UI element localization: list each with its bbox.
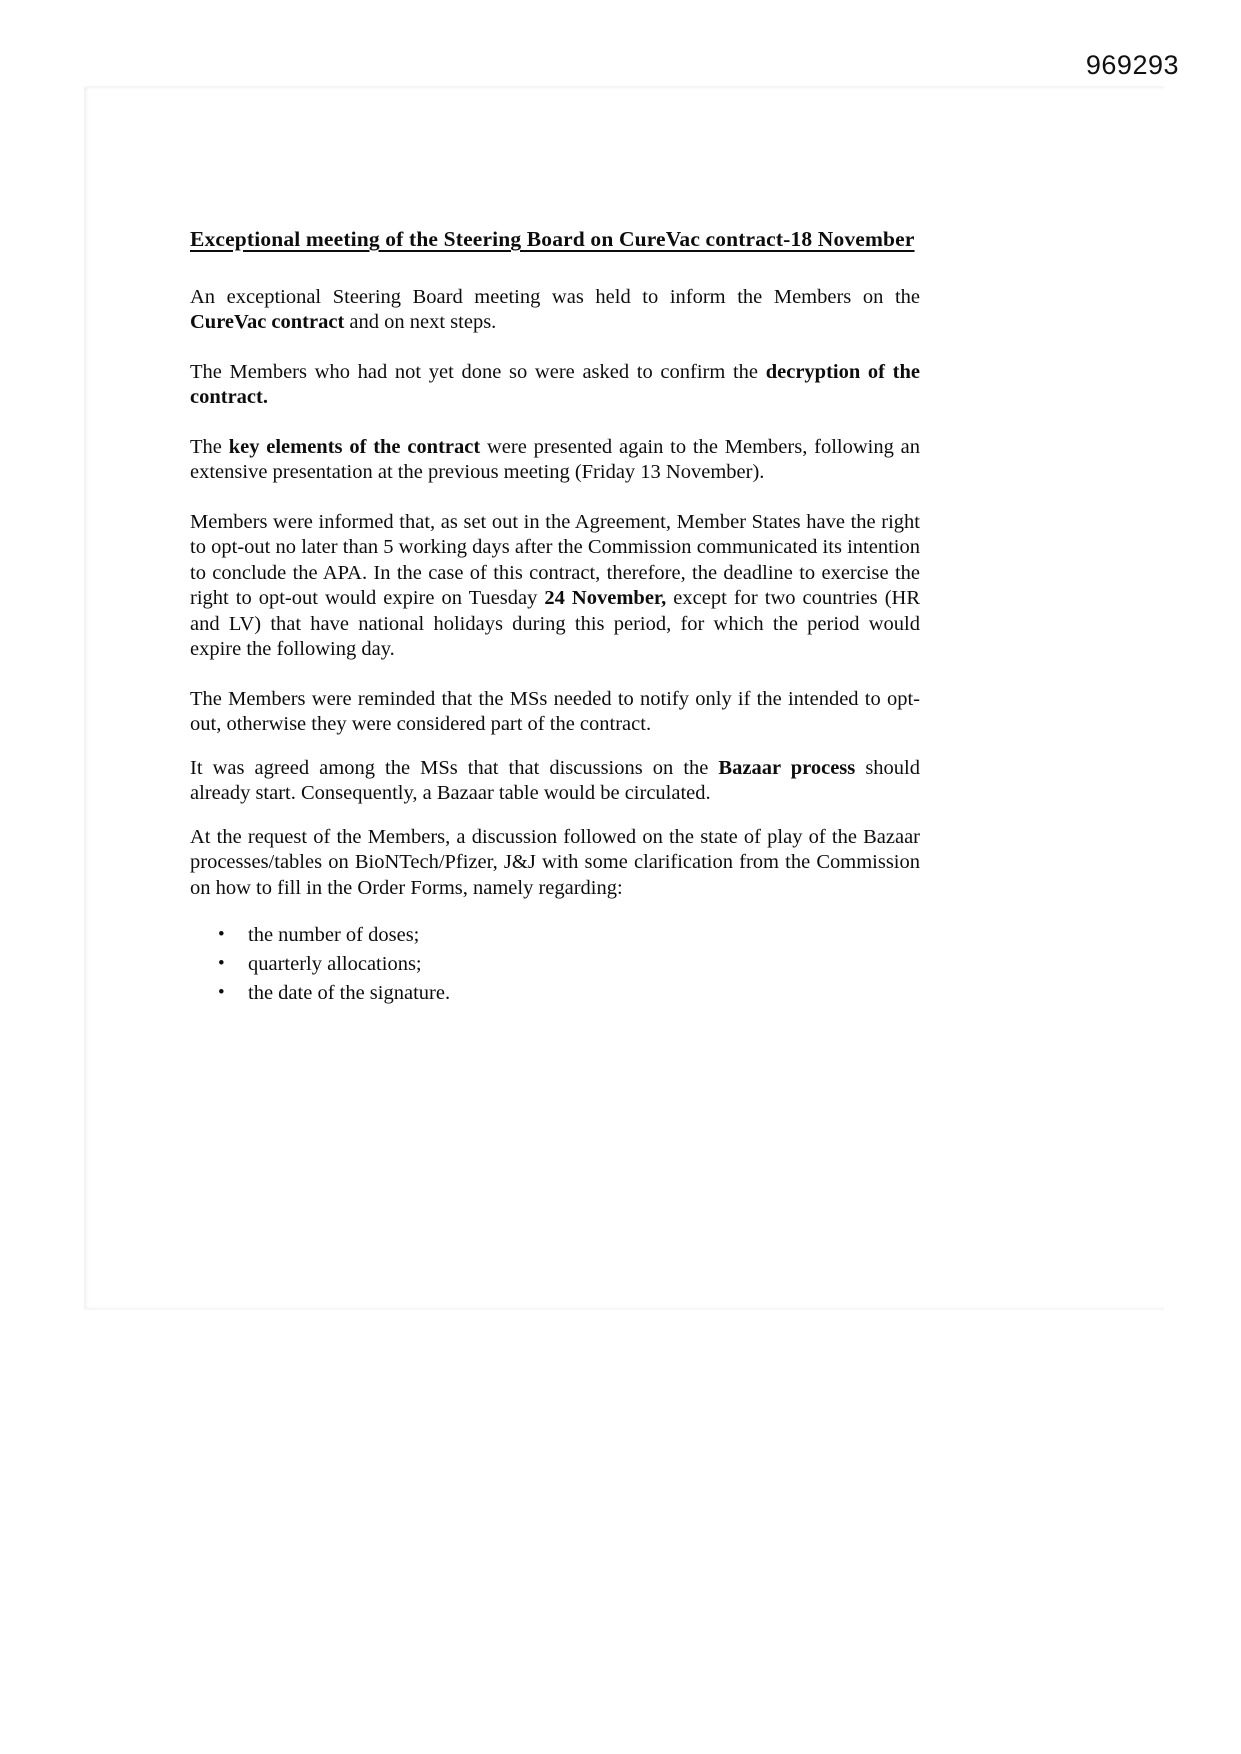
paragraph-text: The bbox=[190, 435, 229, 458]
paragraph-notification-reminder: The Members were reminded that the MSs needed to notify only if the intended to opt-out, otherwise they were considered part of the contract. bbox=[190, 687, 920, 736]
emphasis-decryption-of-the-contract: decryption of the contract. bbox=[190, 360, 920, 409]
order-form-topics-list bbox=[190, 921, 920, 1008]
scan-edge-shading-top bbox=[84, 86, 1164, 90]
page-title: Exceptional meeting of the Steering Board on CureVac contract-18 November bbox=[190, 227, 915, 251]
paragraph-text: were presented again to the Members, following an extensive presentation at the previous meeting (Friday 13 November). bbox=[190, 435, 920, 484]
document-body bbox=[190, 226, 920, 1008]
paragraph-text: It was agreed among the MSs that that discussions on the bbox=[190, 756, 719, 779]
paragraph-text: should already start. Consequently, a Bazaar table would be circulated. bbox=[190, 756, 920, 805]
paragraph-text: except for two countries (HR and LV) that have national holidays during this period, for which the period would expire the following day. bbox=[190, 587, 920, 661]
list-item: • the date of the signature. bbox=[190, 979, 920, 1008]
document-reference-number: 969293 bbox=[1085, 50, 1179, 80]
paragraph-text: The Members who had not yet done so were asked to confirm the bbox=[190, 360, 766, 383]
paragraph-text: and on next steps. bbox=[344, 311, 497, 334]
list-item: • quarterly allocations; bbox=[190, 950, 920, 979]
paragraph-text: Members were informed that, as set out in the Agreement, Member States have the right to opt-out no later than 5 working days after the Commission communicated its intention to conclude the APA. In the case of this contract, therefore, the deadline to exercise the right to opt-out would expire on Tuesday bbox=[190, 510, 920, 610]
emphasis-24-november: 24 November, bbox=[544, 587, 667, 610]
list-item: • the number of doses; bbox=[190, 921, 920, 950]
paragraph-bazaar-process bbox=[190, 756, 920, 807]
paragraph-text: An exceptional Steering Board meeting was held to inform the Members on the bbox=[190, 285, 920, 308]
paragraph-meeting-purpose bbox=[190, 285, 920, 336]
scan-edge-shading-bottom bbox=[84, 1306, 1164, 1310]
paragraph-decryption bbox=[190, 360, 920, 411]
paragraph-order-forms: At the request of the Members, a discussion followed on the state of play of the Bazaar processes/tables on BioNTech/Pfizer, J&J with some clarification from the Commission on how to fill in the Order Forms, namely regarding: bbox=[190, 825, 920, 899]
emphasis-key-elements: key elements of the contract bbox=[228, 435, 481, 458]
paragraph-key-elements bbox=[190, 435, 920, 486]
emphasis-bazaar-process: Bazaar process bbox=[718, 756, 856, 779]
scan-edge-shading-left bbox=[84, 88, 89, 1308]
emphasis-curevac-contract: CureVac contract bbox=[190, 311, 345, 334]
paragraph-opt-out-deadline bbox=[190, 510, 920, 663]
